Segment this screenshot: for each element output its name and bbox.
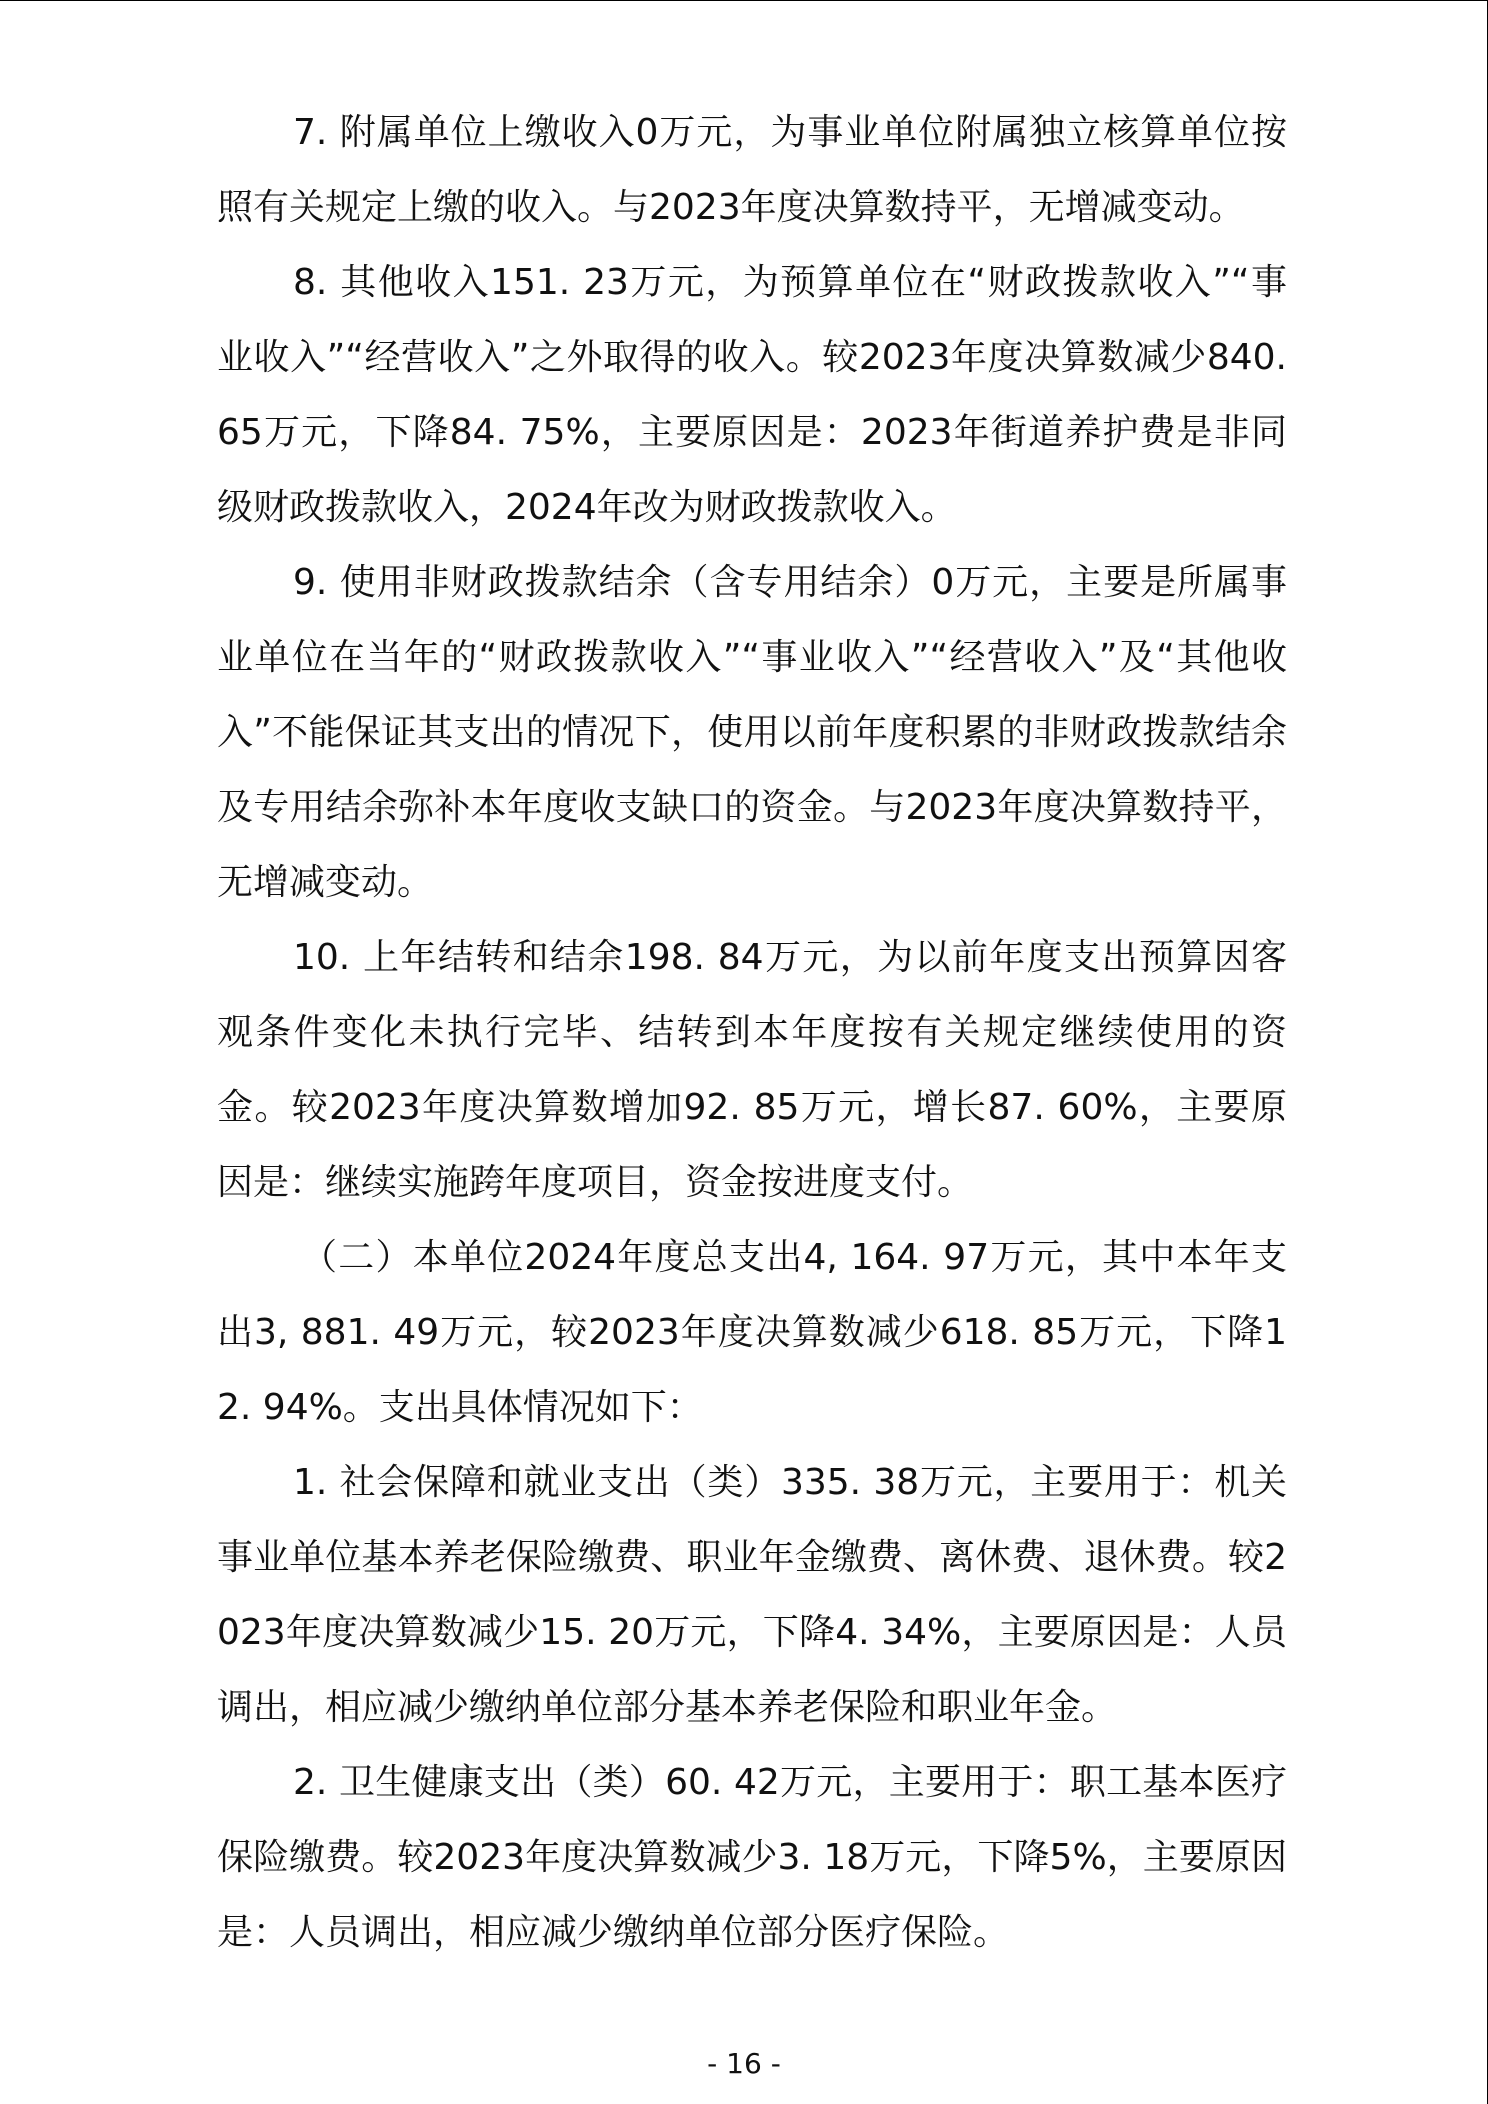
paragraph-item-9: 9. 使用非财政拨款结余（含专用结余）0万元，主要是所属事业单位在当年的“财政拨款收入”“事业收入”“经营收入”及“其他收入”不能保证其支出的情况下，使用以前年度积累的非财政拨款结余及专用结余弥补本年度收支缺口的资金。与2023年度决算数持平，无增减变动。 (217, 562, 1287, 903)
document-body (217, 95, 1287, 1970)
paragraph-expense-1: 1. 社会保障和就业支出（类）335. 38万元，主要用于：机关事业单位基本养老保险缴费、职业年金缴费、离休费、退休费。较2023年度决算数减少15. 20万元，下降4. 34%，主要原因是：人员调出，相应减少缴纳单位部分基本养老保险和职业年金。 (217, 1462, 1287, 1728)
paragraph-expense-2: 2. 卫生健康支出（类）60. 42万元，主要用于：职工基本医疗保险缴费。较2023年度决算数减少3. 18万元，下降5%，主要原因是：人员调出，相应减少缴纳单位部分医疗保险。 (217, 1762, 1287, 1953)
paragraph-item-7: 7. 附属单位上缴收入0万元，为事业单位附属独立核算单位按照有关规定上缴的收入。与2023年度决算数持平，无增减变动。 (217, 112, 1287, 228)
paragraph-item-8: 8. 其他收入151. 23万元，为预算单位在“财政拨款收入”“事业收入”“经营收入”之外取得的收入。较2023年度决算数减少840. 65万元，下降84. 75%，主要原因是：2023年街道养护费是非同级财政拨款收入，2024年改为财政拨款收入。 (217, 262, 1287, 528)
paragraph-section-2: （二）本单位2024年度总支出4, 164. 97万元，其中本年支出3, 881. 49万元，较2023年度决算数减少618. 85万元，下降12. 94%。支出具体情况如下： (217, 1237, 1287, 1428)
paragraph-item-10: 10. 上年结转和结余198. 84万元，为以前年度支出预算因客观条件变化未执行完毕、结转到本年度按有关规定继续使用的资金。较2023年度决算数增加92. 85万元，增长87. 60%，主要原因是：继续实施跨年度项目，资金按进度支付。 (217, 937, 1287, 1203)
page-number: - 16 - (707, 2047, 781, 2080)
